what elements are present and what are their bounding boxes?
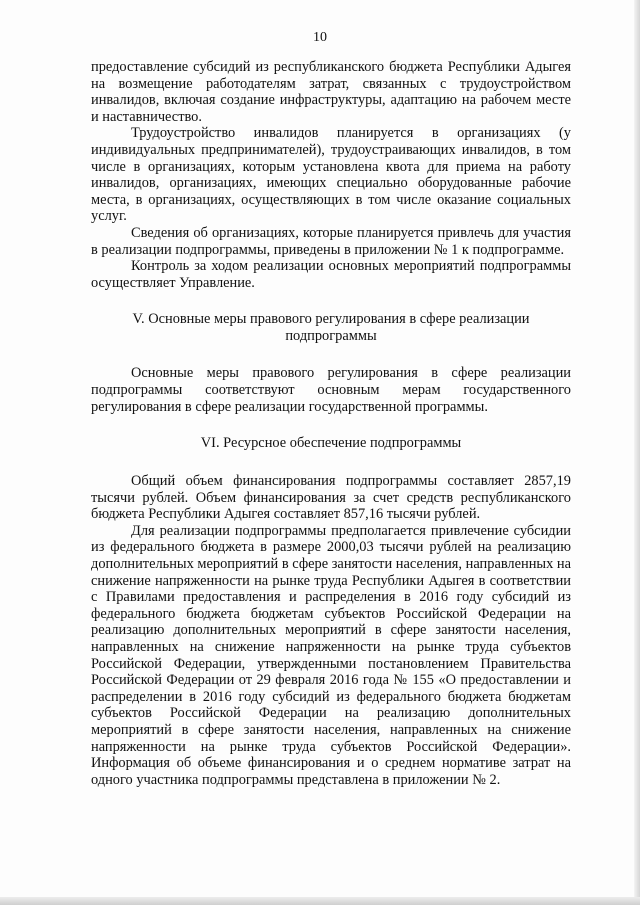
- paragraph-subsidies: предоставление субсидий из республиканского бюджета Республики Адыгея на возмещение работодателям затрат, связанных с трудоустройством инвалидов, включая создание инфраструктуры, адаптацию на рабочем месте и наставничество.: [91, 59, 571, 125]
- section-6-heading: VI. Ресурсное обеспечение подпрограммы: [200, 435, 462, 452]
- paragraph-employment: Трудоустройство инвалидов планируется в организациях (у индивидуальных предпринимателей), трудоустраивающих инвалидов, в том числе в организациях, которым установлена квота для приема на работу инвалидов, организациях, имеющих специально оборудованные рабочие места, в организациях, осуществляющих в том числе оказание социальных услуг.: [91, 125, 571, 225]
- paragraph-control: Контроль за ходом реализации основных мероприятий подпрограммы осуществляет Управление.: [91, 258, 571, 291]
- section-5-heading: V. Основные меры правового регулирования в сфере реализации подпрограммы: [132, 311, 530, 345]
- section-6-funding-paragraph: Общий объем финансирования подпрограммы составляет 2857,19 тысячи рублей. Объем финансирования за счет средств республиканского бюджета Республики Адыгея составляет 857,16 тысячи рублей.: [91, 473, 571, 523]
- page-number: 10: [313, 30, 327, 45]
- page-bottom-edge: [0, 897, 640, 905]
- page-right-edge: [634, 0, 640, 905]
- section-5-text: Основные меры правового регулирования в сфере реализации подпрограммы соответствуют основным мерам государственного регулирования в сфере реализации государственной программы.: [91, 365, 571, 415]
- paragraph-organizations: Сведения об организациях, которые планируется привлечь для участия в реализации подпрограммы, приведены в приложении № 1 к подпрограмме.: [91, 224, 571, 258]
- document-body: [91, 59, 571, 788]
- section-6-federal-subsidy-paragraph: Для реализации подпрограммы предполагается привлечение субсидии из федерального бюджета в размере 2000,03 тысячи рублей на реализацию дополнительных мероприятий в сфере занятости населения, направленных на снижение напряженности на рынке труда Республики Адыгея в соответствии с Правилами предоставления и распределения в 2016 году субсидий из федерального бюджета бюджетам субъектов Российской Федерации на реализацию дополнительных мероприятий в сфере занятости населения, направленных на снижение напряженности на рынке труда субъектов Российской Федерации, утвержденными постановлением Правительства Российской Федерации от 29 февраля 2016 года № 155 «О предоставлении и распределении в 2016 году субсидий из федерального бюджета бюджетам субъектов Российской Федерации на реализацию дополнительных мероприятий в сфере занятости населения, направленных на снижение напряженности на рынке труда субъектов Российской Федерации». Информация об объеме финансирования и о среднем нормативе затрат на одного участника подпрограммы представлена в приложении № 2.: [91, 522, 571, 788]
